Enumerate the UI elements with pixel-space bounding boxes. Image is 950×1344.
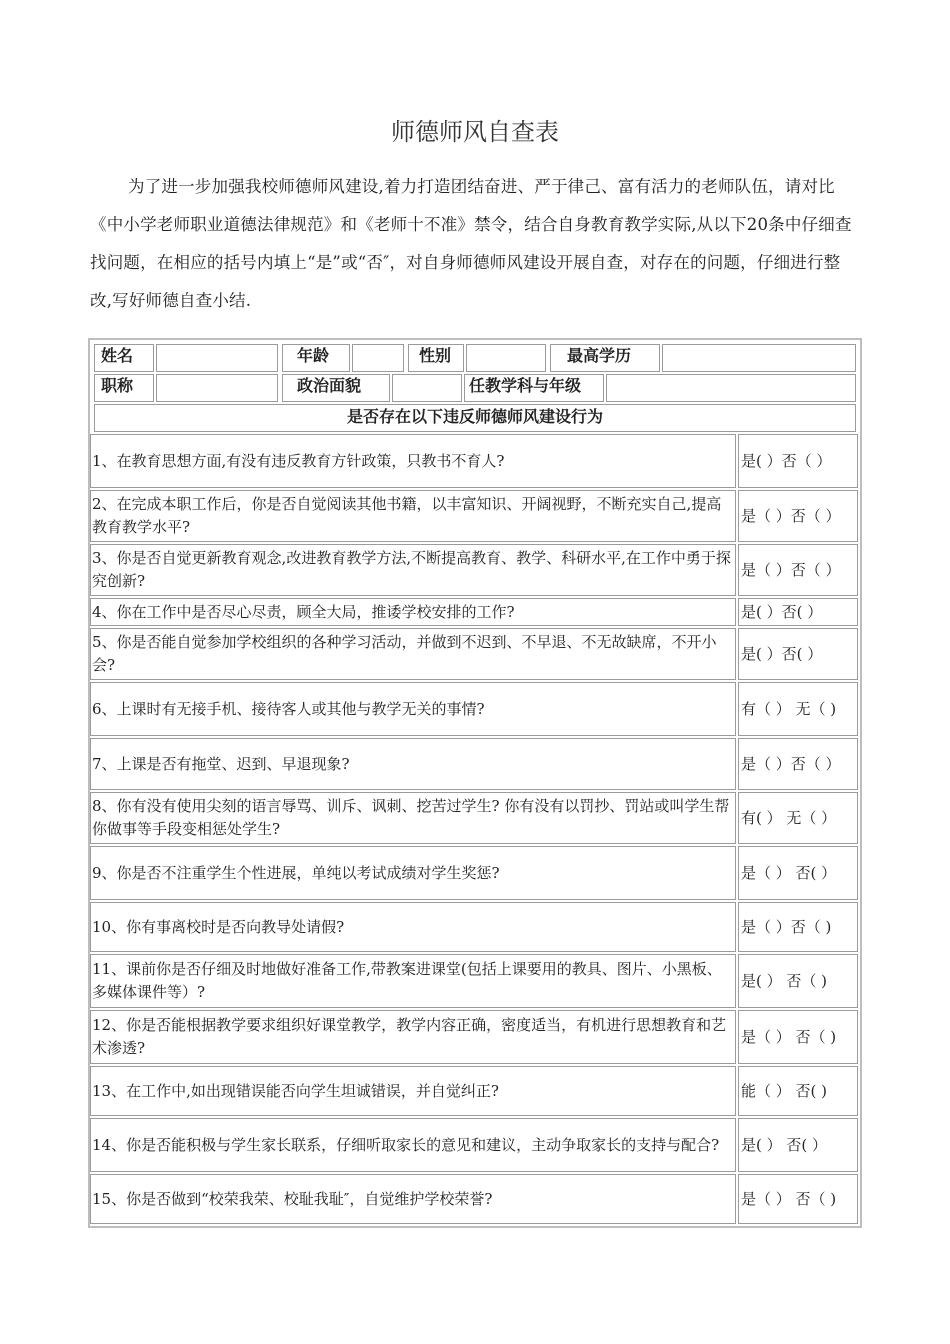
question-10: 10、你有事离校时是否向教导处请假? — [90, 902, 736, 952]
question-6: 6、上课时有无接手机、接待客人或其他与教学无关的事情? — [90, 682, 736, 736]
answer-7[interactable]: 是（ ）否（ ） — [738, 738, 858, 790]
question-9: 9、你是否不注重学生个性进展，单纯以考试成绩对学生奖惩? — [90, 846, 736, 900]
answer-14[interactable]: 是( ） 否( ） — [738, 1118, 858, 1172]
answer-3[interactable]: 是（ ）否（ ） — [738, 544, 858, 596]
age-field[interactable] — [352, 344, 404, 372]
answer-8[interactable]: 有( ） 无（ ） — [738, 792, 858, 844]
question-7: 7、上课是否有拖堂、迟到、早退现象? — [90, 738, 736, 790]
education-field[interactable] — [662, 344, 856, 372]
education-label: 最高学历 — [550, 344, 660, 372]
question-1: 1、在教育思想方面,有没有违反教育方针政策，只教书不育人? — [90, 434, 736, 488]
question-3: 3、你是否自觉更新教育观念,改进教育教学方法,不断提高教育、教学、科研水平,在工作中勇于探究创新? — [90, 544, 736, 596]
gender-field[interactable] — [466, 344, 546, 372]
question-15: 15、你是否做到“校荣我荣、校耻我耻″，自觉维护学校荣誉? — [90, 1174, 736, 1224]
answer-9[interactable]: 是（ ） 否( ） — [738, 846, 858, 900]
title-label: 职称 — [94, 374, 154, 402]
answer-11[interactable]: 是( ） 否（ ) — [738, 954, 858, 1008]
question-5: 5、你是否能自觉参加学校组织的各种学习活动，并做到不迟到、不早退、不无故缺席，不开小会? — [90, 628, 736, 680]
name-label: 姓名 — [94, 344, 154, 372]
gender-label: 性别 — [408, 344, 464, 372]
question-14: 14、你是否能积极与学生家长联系，仔细听取家长的意见和建议，主动争取家长的支持与配合? — [90, 1118, 736, 1172]
question-4: 4、你在工作中是否尽心尽责，顾全大局，推诿学校安排的工作? — [90, 598, 736, 626]
question-2: 2、在完成本职工作后，你是否自觉阅读其他书籍，以丰富知识、开阔视野，不断充实自己,提高教育教学水平? — [90, 490, 736, 542]
answer-10[interactable]: 是（ ）否（ ) — [738, 902, 858, 952]
answer-13[interactable]: 能（ ） 否( ) — [738, 1066, 858, 1116]
self-check-table — [88, 338, 862, 1228]
answer-2[interactable]: 是（ ）否（ ） — [738, 490, 858, 542]
question-13: 13、在工作中,如出现错误能否向学生坦诚错误，并自觉纠正? — [90, 1066, 736, 1116]
politics-label: 政治面貌 — [282, 374, 390, 402]
answer-4[interactable]: 是( ）否( ） — [738, 598, 858, 626]
question-8: 8、你有没有使用尖刻的语言辱骂、训斥、讽刺、挖苦过学生? 你有没有以罚抄、罚站或叫学生帮你做事等手段变相惩处学生? — [90, 792, 736, 844]
answer-1[interactable]: 是( ）否（ ） — [738, 434, 858, 488]
politics-field[interactable] — [392, 374, 462, 402]
document-title: 师德师风自查表 — [391, 118, 559, 146]
subject-label: 任教学科与年级 — [464, 374, 604, 402]
title-field[interactable] — [156, 374, 278, 402]
answer-15[interactable]: 是（ ） 否（ ) — [738, 1174, 858, 1224]
section-header: 是否存在以下违反师德师风建设行为 — [94, 404, 856, 432]
question-11: 11、课前你是否仔细及时地做好准备工作,带教案进课堂(包括上课要用的教具、图片、小黑板、多媒体课件等）? — [90, 954, 736, 1008]
intro-paragraph: 为了进一步加强我校师德师风建设,着力打造团结奋进、严于律己、富有活力的老师队伍，请对比《中小学老师职业道德法律规范》和《老师十不准》禁令，结合自身教育教学实际,从以下20条中仔细查找问题，在相应的括号内填上“是”或“否″，对自身师德师风建设开展自查，对存在的问题，仔细进行整改,写好师德自查小结. — [90, 177, 852, 310]
age-label: 年龄 — [282, 344, 350, 372]
question-12: 12、你是否能根据教学要求组织好课堂教学，教学内容正确，密度适当，有机进行思想教育和艺术渗透? — [90, 1010, 736, 1064]
answer-5[interactable]: 是( ）否( ） — [738, 628, 858, 680]
subject-field[interactable] — [606, 374, 856, 402]
answer-12[interactable]: 是（ ） 否（ ) — [738, 1010, 858, 1064]
name-field[interactable] — [156, 344, 278, 372]
answer-6[interactable]: 有（ ） 无（ ) — [738, 682, 858, 736]
